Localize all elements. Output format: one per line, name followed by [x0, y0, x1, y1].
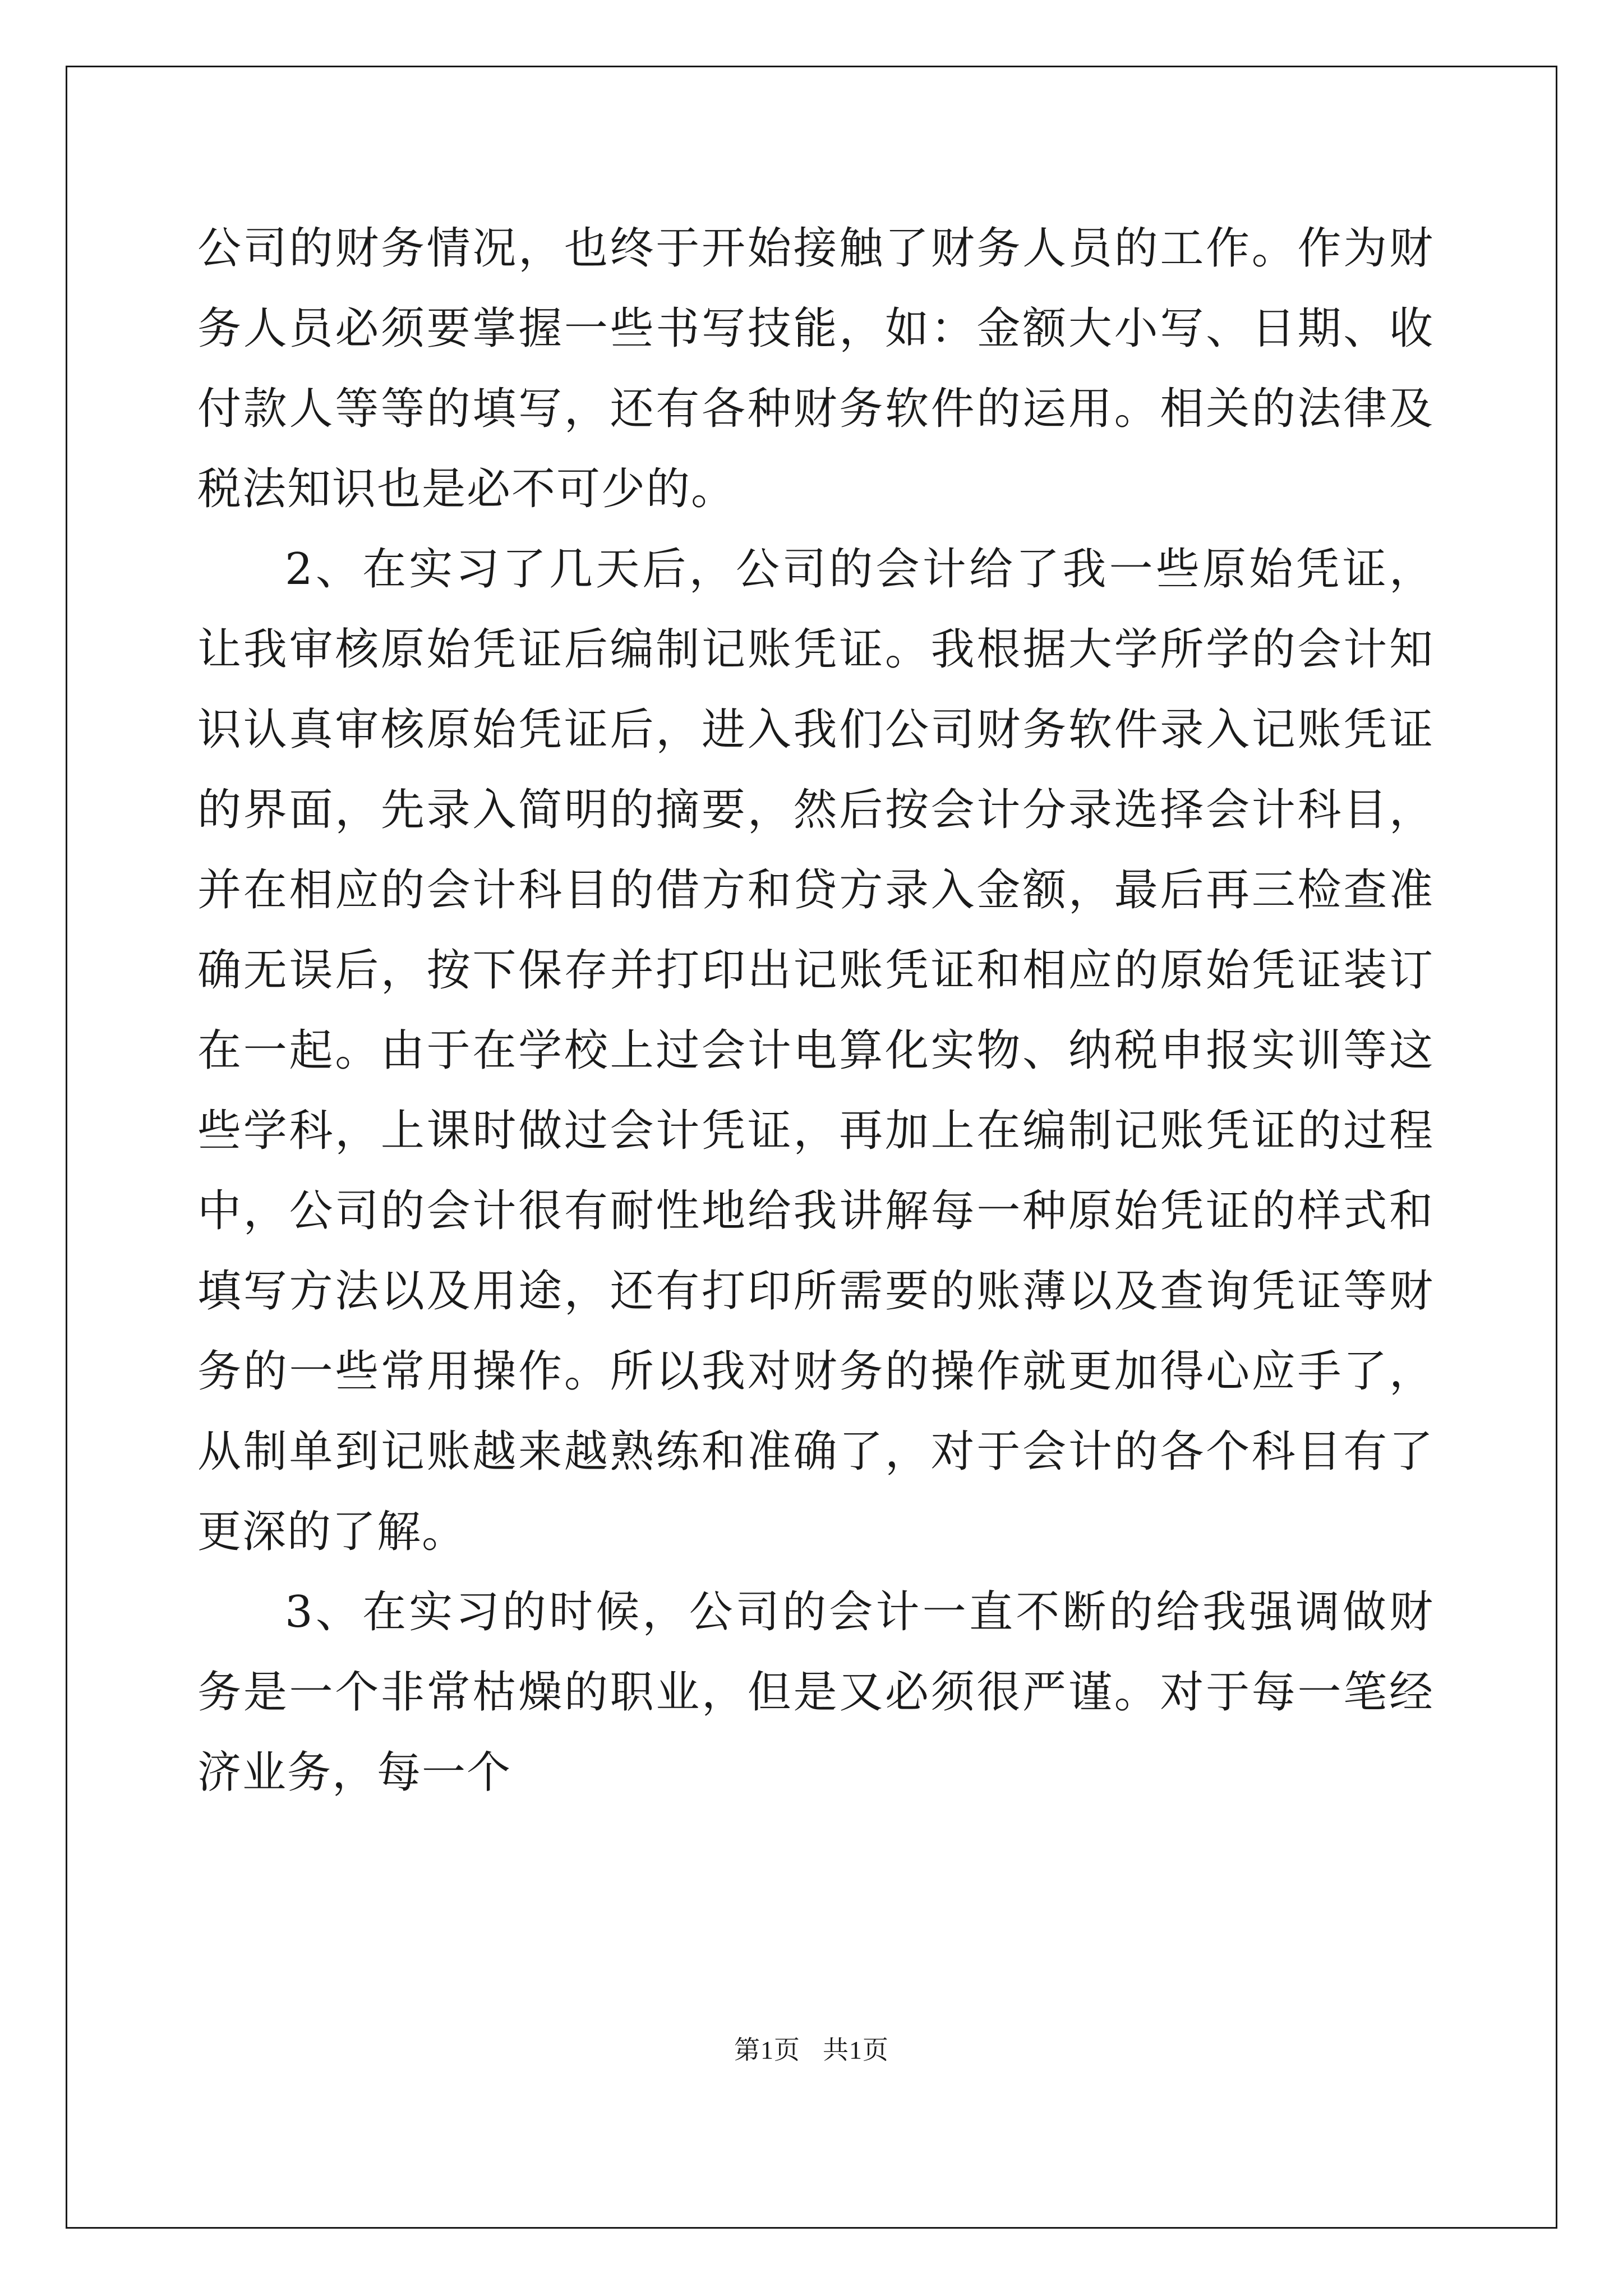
page-number: 第1页 — [734, 2036, 800, 2064]
page-total: 共1页 — [823, 2036, 889, 2064]
paragraph-3: 3、在实习的时候，公司的会计一直不断的给我强调做财务是一个非常枯燥的职业，但是又必须很严谨。对于每一笔经济业务，每一个 — [197, 1587, 1434, 1798]
paragraph-2: 2、在实习了几天后，公司的会计给了我一些原始凭证，让我审核原始凭证后编制记账凭证。我根据大学所学的会计知识认真审核原始凭证后，进入我们公司财务软件录入记账凭证的界面，先录入简明的摘要，然后按会计分录选择会计科目，并在相应的会计科目的借方和贷方录入金额，最后再三检查准确无误后，按下保存并打印出记账凭证和相应的原始凭证装订在一起。由于在学校上过会计电算化实物、纳税申报实训等这些学科，上课时做过会计凭证，再加上在编制记账凭证的过程中，公司的会计很有耐性地给我讲解每一种原始凭证的样式和填写方法以及用途，还有打印所需要的账薄以及查询凭证等财务的一些常用操作。所以我对财务的操作就更加得心应手了，从制单到记账越来越熟练和准确了，对于会计的各个科目有了更深的了解。 — [197, 544, 1434, 1557]
document-body — [197, 209, 1434, 1813]
paragraph-1: 公司的财务情况，也终于开始接触了财务人员的工作。作为财务人员必须要掌握一些书写技能，如：金额大小写、日期、收付款人等等的填写，还有各种财务软件的运用。相关的法律及税法知识也是必不可少的。 — [197, 223, 1434, 514]
page-footer — [0, 2030, 1623, 2067]
